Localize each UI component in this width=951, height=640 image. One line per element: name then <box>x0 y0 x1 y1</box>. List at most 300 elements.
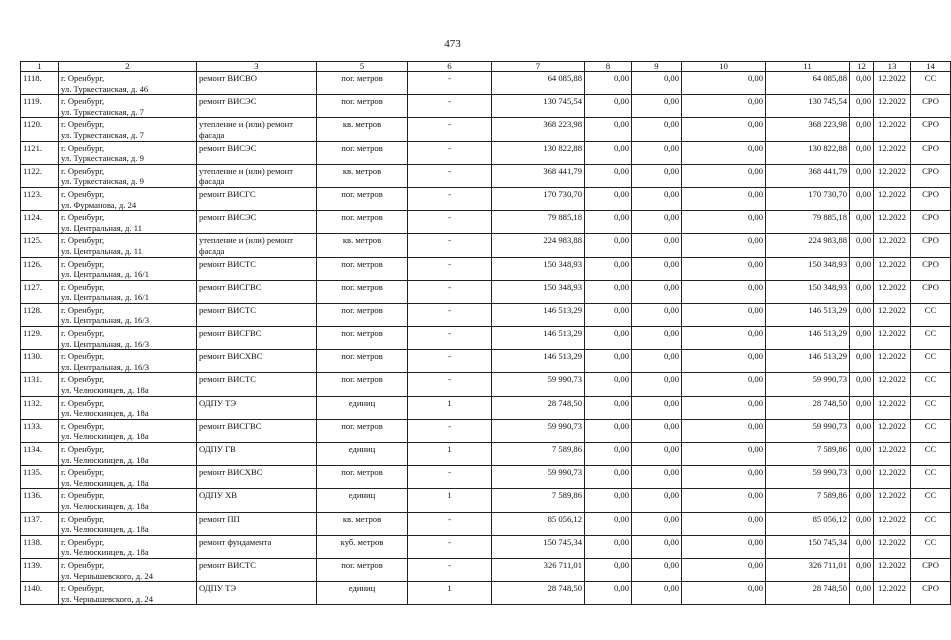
address-cell <box>59 118 197 141</box>
address-line: ул. Туркестанская, д. 46 <box>61 83 149 94</box>
fund-cell: 0,00 <box>682 211 766 234</box>
work-type-cell <box>197 512 317 535</box>
fund-cell: 0,00 <box>585 535 632 558</box>
fund-source-cell: СРО <box>911 234 951 257</box>
fund-cell: 0,00 <box>632 350 682 373</box>
address-line: ул. Чернышевского, д. 24 <box>61 593 154 604</box>
fund-source-cell: СС <box>911 303 951 326</box>
address-line: ул. Центральная, д. 16/1 <box>61 292 149 303</box>
quantity-cell: - <box>408 164 492 187</box>
quantity-cell: - <box>408 141 492 164</box>
address-line: ул. Центральная, д. 16/3 <box>61 338 149 349</box>
completion-date-cell: 12.2022 <box>874 396 911 419</box>
address-line: г. Оренбург, <box>61 583 105 594</box>
owner-funds-cell: 224 983,88 <box>766 234 850 257</box>
fund-cell: 0,00 <box>850 72 874 95</box>
fund-cell: 0,00 <box>585 118 632 141</box>
work-type-cell <box>197 373 317 396</box>
row-number-cell: 1125. <box>21 234 59 257</box>
work-type-line: ремонт ВИСВО <box>199 73 257 83</box>
fund-source-cell: СРО <box>911 187 951 210</box>
unit-cell: кв. метров <box>317 118 408 141</box>
owner-funds-cell: 130 745,54 <box>766 95 850 118</box>
completion-date-cell: 12.2022 <box>874 327 911 350</box>
quantity-cell: - <box>408 118 492 141</box>
owner-funds-cell: 368 223,98 <box>766 118 850 141</box>
fund-cell: 0,00 <box>585 327 632 350</box>
table-row <box>21 118 951 141</box>
fund-cell: 0,00 <box>682 373 766 396</box>
column-header: 2 <box>59 62 197 72</box>
fund-cell: 0,00 <box>632 512 682 535</box>
work-type-cell <box>197 489 317 512</box>
address-cell <box>59 419 197 442</box>
quantity-cell: - <box>408 303 492 326</box>
fund-source-cell: СРО <box>911 211 951 234</box>
work-type-line: утепление и (или) ремонт <box>199 119 294 130</box>
total-cost-cell: 28 748,50 <box>492 582 585 605</box>
fund-cell: 0,00 <box>682 327 766 350</box>
unit-cell: пог. метров <box>317 187 408 210</box>
address-cell <box>59 558 197 581</box>
quantity-cell: - <box>408 512 492 535</box>
row-number-cell: 1127. <box>21 280 59 303</box>
total-cost-cell: 7 589,86 <box>492 443 585 466</box>
address-line: ул. Челюскинцев, д. 18а <box>61 454 149 465</box>
fund-cell: 0,00 <box>682 234 766 257</box>
owner-funds-cell: 7 589,86 <box>766 489 850 512</box>
work-type-line: ремонт ВИСТС <box>199 559 257 570</box>
fund-cell: 0,00 <box>682 443 766 466</box>
row-number-cell: 1137. <box>21 512 59 535</box>
owner-funds-cell: 85 056,12 <box>766 512 850 535</box>
completion-date-cell: 12.2022 <box>874 419 911 442</box>
table-row <box>21 373 951 396</box>
fund-cell: 0,00 <box>585 95 632 118</box>
work-type-cell <box>197 72 317 95</box>
work-type-line: ремонт ВИСХВС <box>199 467 263 478</box>
row-number-cell: 1131. <box>21 373 59 396</box>
fund-cell: 0,00 <box>850 141 874 164</box>
fund-cell: 0,00 <box>585 443 632 466</box>
address-cell <box>59 95 197 118</box>
fund-cell: 0,00 <box>682 118 766 141</box>
fund-cell: 0,00 <box>632 373 682 396</box>
fund-cell: 0,00 <box>632 187 682 210</box>
address-line: г. Оренбург, <box>61 96 105 107</box>
total-cost-cell: 224 983,88 <box>492 234 585 257</box>
completion-date-cell: 12.2022 <box>874 257 911 280</box>
fund-cell: 0,00 <box>682 535 766 558</box>
fund-cell: 0,00 <box>585 582 632 605</box>
owner-funds-cell: 59 990,73 <box>766 466 850 489</box>
address-line: г. Оренбург, <box>61 188 105 199</box>
address-line: г. Оренбург, <box>61 374 105 385</box>
completion-date-cell: 12.2022 <box>874 466 911 489</box>
address-line: ул. Челюскинцев, д. 18а <box>61 524 149 535</box>
unit-cell: пог. метров <box>317 419 408 442</box>
column-header: 14 <box>911 62 951 72</box>
unit-cell: единиц <box>317 443 408 466</box>
address-line: ул. Туркестанская, д. 7 <box>61 106 144 117</box>
work-type-line: фасада <box>199 176 225 187</box>
column-header: 9 <box>632 62 682 72</box>
fund-source-cell: СРО <box>911 257 951 280</box>
address-line: г. Оренбург, <box>61 165 105 176</box>
table-row <box>21 234 951 257</box>
quantity-cell: - <box>408 558 492 581</box>
row-number-cell: 1118. <box>21 72 59 95</box>
completion-date-cell: 12.2022 <box>874 95 911 118</box>
fund-cell: 0,00 <box>850 164 874 187</box>
completion-date-cell: 12.2022 <box>874 187 911 210</box>
total-cost-cell: 368 441,79 <box>492 164 585 187</box>
address-line: г. Оренбург, <box>61 490 105 501</box>
fund-cell: 0,00 <box>585 373 632 396</box>
repair-register-table <box>20 61 951 605</box>
address-cell <box>59 373 197 396</box>
fund-cell: 0,00 <box>682 512 766 535</box>
work-type-line: ремонт ПП <box>199 513 240 524</box>
fund-cell: 0,00 <box>850 118 874 141</box>
fund-cell: 0,00 <box>632 396 682 419</box>
quantity-cell: - <box>408 95 492 118</box>
address-line: ул. Центральная, д. 11 <box>61 245 142 256</box>
fund-source-cell: СС <box>911 466 951 489</box>
fund-source-cell: СС <box>911 373 951 396</box>
unit-cell: кв. метров <box>317 234 408 257</box>
table-row <box>21 187 951 210</box>
address-cell <box>59 280 197 303</box>
work-type-cell <box>197 327 317 350</box>
table-row <box>21 327 951 350</box>
work-type-line: утепление и (или) ремонт <box>199 165 294 176</box>
fund-cell: 0,00 <box>632 211 682 234</box>
address-line: г. Оренбург, <box>61 73 105 83</box>
unit-cell: куб. метров <box>317 535 408 558</box>
address-line: ул. Челюскинцев, д. 18а <box>61 408 149 419</box>
work-type-line: ремонт ВИСТС <box>199 258 257 269</box>
unit-cell: пог. метров <box>317 141 408 164</box>
unit-cell: кв. метров <box>317 164 408 187</box>
row-number-cell: 1121. <box>21 141 59 164</box>
address-line: ул. Челюскинцев, д. 18а <box>61 385 149 396</box>
table-row <box>21 443 951 466</box>
row-number-cell: 1139. <box>21 558 59 581</box>
row-number-cell: 1140. <box>21 582 59 605</box>
fund-cell: 0,00 <box>682 72 766 95</box>
quantity-cell: - <box>408 280 492 303</box>
address-line: г. Оренбург, <box>61 142 105 153</box>
address-cell <box>59 164 197 187</box>
table-row <box>21 350 951 373</box>
total-cost-cell: 59 990,73 <box>492 419 585 442</box>
total-cost-cell: 150 348,93 <box>492 280 585 303</box>
fund-source-cell: СС <box>911 419 951 442</box>
fund-source-cell: СРО <box>911 164 951 187</box>
address-line: ул. Центральная, д. 16/3 <box>61 315 149 326</box>
fund-cell: 0,00 <box>632 558 682 581</box>
address-line: ул. Центральная, д. 16/1 <box>61 269 149 280</box>
work-type-line: ремонт ВИСТС <box>199 374 257 385</box>
fund-cell: 0,00 <box>682 303 766 326</box>
fund-cell: 0,00 <box>632 489 682 512</box>
work-type-line: ремонт ВИСГВС <box>199 420 262 431</box>
quantity-cell: - <box>408 350 492 373</box>
total-cost-cell: 85 056,12 <box>492 512 585 535</box>
unit-cell: пог. метров <box>317 303 408 326</box>
unit-cell: пог. метров <box>317 257 408 280</box>
unit-cell: пог. метров <box>317 95 408 118</box>
total-cost-cell: 64 085,88 <box>492 72 585 95</box>
unit-cell: единиц <box>317 396 408 419</box>
fund-cell: 0,00 <box>850 489 874 512</box>
work-type-line: ремонт ВИСЭС <box>199 142 257 153</box>
completion-date-cell: 12.2022 <box>874 234 911 257</box>
row-number-cell: 1119. <box>21 95 59 118</box>
table-row <box>21 466 951 489</box>
fund-cell: 0,00 <box>850 443 874 466</box>
quantity-cell: - <box>408 373 492 396</box>
table-row <box>21 280 951 303</box>
fund-cell: 0,00 <box>585 141 632 164</box>
fund-cell: 0,00 <box>632 443 682 466</box>
fund-cell: 0,00 <box>682 95 766 118</box>
total-cost-cell: 146 513,29 <box>492 327 585 350</box>
address-cell <box>59 350 197 373</box>
table-row <box>21 257 951 280</box>
total-cost-cell: 59 990,73 <box>492 466 585 489</box>
fund-cell: 0,00 <box>850 257 874 280</box>
total-cost-cell: 7 589,86 <box>492 489 585 512</box>
address-line: ул. Челюскинцев, д. 18а <box>61 500 149 511</box>
table-row <box>21 303 951 326</box>
table-row <box>21 582 951 605</box>
fund-cell: 0,00 <box>585 350 632 373</box>
quantity-cell: - <box>408 535 492 558</box>
work-type-cell <box>197 234 317 257</box>
unit-cell: пог. метров <box>317 72 408 95</box>
work-type-cell <box>197 350 317 373</box>
address-line: г. Оренбург, <box>61 536 105 547</box>
owner-funds-cell: 150 745,34 <box>766 535 850 558</box>
column-header: 8 <box>585 62 632 72</box>
total-cost-cell: 146 513,29 <box>492 350 585 373</box>
fund-cell: 0,00 <box>632 72 682 95</box>
completion-date-cell: 12.2022 <box>874 72 911 95</box>
column-header: 7 <box>492 62 585 72</box>
address-line: г. Оренбург, <box>61 119 105 130</box>
work-type-cell <box>197 535 317 558</box>
address-line: ул. Туркестанская, д. 9 <box>61 153 144 164</box>
row-number-cell: 1133. <box>21 419 59 442</box>
work-type-line: ремонт ВИСТС <box>199 304 257 315</box>
fund-cell: 0,00 <box>850 396 874 419</box>
address-cell <box>59 211 197 234</box>
table-row <box>21 535 951 558</box>
completion-date-cell: 12.2022 <box>874 489 911 512</box>
unit-cell: пог. метров <box>317 211 408 234</box>
total-cost-cell: 130 745,54 <box>492 95 585 118</box>
address-line: г. Оренбург, <box>61 328 105 339</box>
address-line: г. Оренбург, <box>61 235 105 246</box>
unit-cell: единиц <box>317 489 408 512</box>
fund-cell: 0,00 <box>850 95 874 118</box>
work-type-line: ОДПУ ХВ <box>199 490 238 501</box>
completion-date-cell: 12.2022 <box>874 535 911 558</box>
completion-date-cell: 12.2022 <box>874 443 911 466</box>
work-type-line: ремонт ВИСХВС <box>199 351 263 362</box>
fund-cell: 0,00 <box>632 535 682 558</box>
address-line: ул. Чернышевского, д. 24 <box>61 570 154 581</box>
total-cost-cell: 150 348,93 <box>492 257 585 280</box>
total-cost-cell: 130 822,88 <box>492 141 585 164</box>
work-type-cell <box>197 396 317 419</box>
owner-funds-cell: 59 990,73 <box>766 419 850 442</box>
address-line: г. Оренбург, <box>61 351 105 362</box>
address-line: ул. Центральная, д. 11 <box>61 222 142 233</box>
unit-cell: пог. метров <box>317 558 408 581</box>
quantity-cell: - <box>408 187 492 210</box>
fund-cell: 0,00 <box>850 280 874 303</box>
total-cost-cell: 150 745,34 <box>492 535 585 558</box>
owner-funds-cell: 146 513,29 <box>766 350 850 373</box>
fund-cell: 0,00 <box>585 187 632 210</box>
fund-cell: 0,00 <box>682 489 766 512</box>
work-type-cell <box>197 164 317 187</box>
total-cost-cell: 368 223,98 <box>492 118 585 141</box>
address-cell <box>59 582 197 605</box>
work-type-cell <box>197 303 317 326</box>
work-type-cell <box>197 257 317 280</box>
fund-cell: 0,00 <box>682 419 766 442</box>
fund-source-cell: СРО <box>911 118 951 141</box>
owner-funds-cell: 170 730,70 <box>766 187 850 210</box>
row-number-cell: 1122. <box>21 164 59 187</box>
fund-cell: 0,00 <box>632 327 682 350</box>
completion-date-cell: 12.2022 <box>874 211 911 234</box>
owner-funds-cell: 130 822,88 <box>766 141 850 164</box>
fund-cell: 0,00 <box>682 558 766 581</box>
fund-source-cell: СС <box>911 489 951 512</box>
owner-funds-cell: 59 990,73 <box>766 373 850 396</box>
address-line: г. Оренбург, <box>61 467 105 478</box>
unit-cell: пог. метров <box>317 280 408 303</box>
work-type-cell <box>197 211 317 234</box>
owner-funds-cell: 28 748,50 <box>766 396 850 419</box>
fund-cell: 0,00 <box>585 234 632 257</box>
quantity-cell: 1 <box>408 396 492 419</box>
unit-cell: пог. метров <box>317 466 408 489</box>
fund-cell: 0,00 <box>585 512 632 535</box>
table-row <box>21 211 951 234</box>
fund-source-cell: СРО <box>911 558 951 581</box>
fund-cell: 0,00 <box>850 419 874 442</box>
owner-funds-cell: 150 348,93 <box>766 280 850 303</box>
work-type-cell <box>197 582 317 605</box>
fund-cell: 0,00 <box>632 234 682 257</box>
fund-cell: 0,00 <box>682 396 766 419</box>
completion-date-cell: 12.2022 <box>874 582 911 605</box>
owner-funds-cell: 146 513,29 <box>766 327 850 350</box>
table-row <box>21 164 951 187</box>
total-cost-cell: 170 730,70 <box>492 187 585 210</box>
table-row <box>21 419 951 442</box>
address-line: г. Оренбург, <box>61 304 105 315</box>
unit-cell: единиц <box>317 582 408 605</box>
header-row <box>21 62 951 72</box>
fund-cell: 0,00 <box>850 327 874 350</box>
address-line: ул. Челюскинцев, д. 18а <box>61 431 149 442</box>
fund-cell: 0,00 <box>682 582 766 605</box>
quantity-cell: 1 <box>408 489 492 512</box>
fund-cell: 0,00 <box>585 280 632 303</box>
row-number-cell: 1120. <box>21 118 59 141</box>
address-line: г. Оренбург, <box>61 212 105 223</box>
work-type-line: ОДПУ ГВ <box>199 444 236 454</box>
table-row <box>21 558 951 581</box>
fund-cell: 0,00 <box>682 187 766 210</box>
owner-funds-cell: 7 589,86 <box>766 443 850 466</box>
work-type-line: ОДПУ ТЭ <box>199 583 237 594</box>
fund-source-cell: СРО <box>911 141 951 164</box>
work-type-cell <box>197 443 317 466</box>
address-cell <box>59 396 197 419</box>
address-cell <box>59 303 197 326</box>
completion-date-cell: 12.2022 <box>874 350 911 373</box>
fund-cell: 0,00 <box>632 582 682 605</box>
address-line: ул. Челюскинцев, д. 18а <box>61 477 149 488</box>
fund-source-cell: СС <box>911 327 951 350</box>
owner-funds-cell: 64 085,88 <box>766 72 850 95</box>
work-type-line: ремонт ВИСГВС <box>199 328 262 339</box>
address-cell <box>59 512 197 535</box>
work-type-cell <box>197 419 317 442</box>
address-line: г. Оренбург, <box>61 281 105 292</box>
address-cell <box>59 443 197 466</box>
address-line: ул. Фурманова, д. 24 <box>61 199 137 210</box>
address-line: г. Оренбург, <box>61 513 105 524</box>
owner-funds-cell: 368 441,79 <box>766 164 850 187</box>
table-row <box>21 72 951 95</box>
fund-source-cell: СС <box>911 443 951 466</box>
column-header: 10 <box>682 62 766 72</box>
total-cost-cell: 79 885,18 <box>492 211 585 234</box>
address-cell <box>59 327 197 350</box>
work-type-cell <box>197 187 317 210</box>
fund-cell: 0,00 <box>682 141 766 164</box>
quantity-cell: - <box>408 211 492 234</box>
fund-cell: 0,00 <box>850 303 874 326</box>
completion-date-cell: 12.2022 <box>874 118 911 141</box>
row-number-cell: 1132. <box>21 396 59 419</box>
work-type-line: ремонт ВИСГС <box>199 188 256 199</box>
address-line: г. Оренбург, <box>61 559 105 570</box>
address-line: г. Оренбург, <box>61 258 105 269</box>
fund-cell: 0,00 <box>850 350 874 373</box>
address-line: г. Оренбург, <box>61 397 105 408</box>
quantity-cell: 1 <box>408 582 492 605</box>
work-type-line: фасада <box>199 129 225 140</box>
fund-cell: 0,00 <box>850 234 874 257</box>
page-number: 473 <box>444 38 461 50</box>
column-number-header <box>21 62 951 72</box>
row-number-cell: 1126. <box>21 257 59 280</box>
address-cell <box>59 187 197 210</box>
unit-cell: пог. метров <box>317 373 408 396</box>
column-header: 12 <box>850 62 874 72</box>
work-type-cell <box>197 558 317 581</box>
